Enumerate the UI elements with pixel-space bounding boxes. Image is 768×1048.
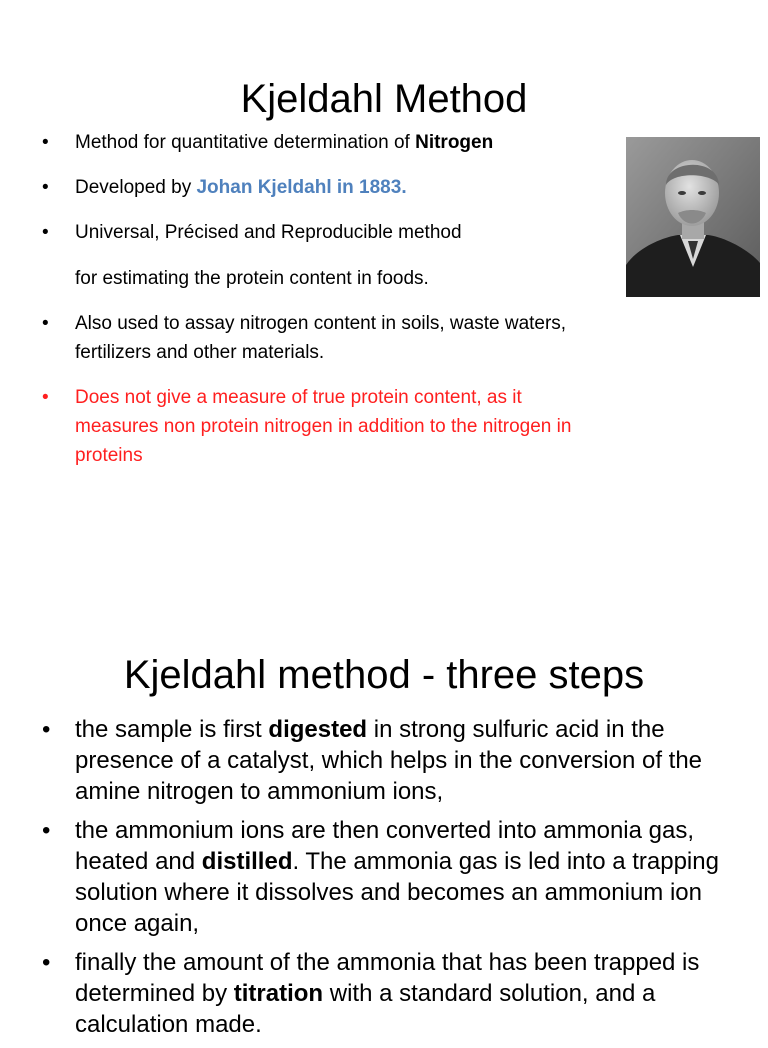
step-item xyxy=(42,815,732,939)
bullet-text: proteins xyxy=(75,445,143,466)
bullet-text: Developed by xyxy=(75,177,197,198)
bullet-bold-text: Nitrogen xyxy=(415,132,494,153)
bullet-item xyxy=(42,218,622,247)
bullet-item xyxy=(42,128,622,157)
bullet-item-warning xyxy=(42,383,622,470)
bullet-continuation xyxy=(42,264,622,293)
bullet-item xyxy=(42,309,622,367)
bullet-text: Method for quantitative determination of xyxy=(75,132,416,153)
step-bold-text: distilled xyxy=(201,848,293,875)
bullet-text: Universal, Précised and Reproducible method xyxy=(75,222,462,243)
step-text: finally the amount of the ammonia that has been trapped is determined by xyxy=(75,949,700,1007)
bullet-icon: • xyxy=(42,132,49,153)
bullet-text: Does not give a measure of true protein content, as it xyxy=(75,387,522,408)
bullet-text: fertilizers and other materials. xyxy=(75,342,325,363)
bullet-list xyxy=(42,128,622,470)
bullet-icon: • xyxy=(42,387,49,408)
bullet-icon: • xyxy=(42,716,51,743)
portrait-icon xyxy=(626,137,760,297)
bullet-icon: • xyxy=(42,177,49,198)
bullet-text: measures non protein nitrogen in addition to the nitrogen in xyxy=(75,416,572,437)
step-item xyxy=(42,947,732,1040)
bullet-text: Also used to assay nitrogen content in soils, waste waters, xyxy=(75,313,567,334)
slide-title: Kjeldahl method - three steps xyxy=(123,652,645,697)
step-text: with a standard solution, and a calculation made. xyxy=(75,980,656,1038)
step-text: the sample is first xyxy=(75,716,269,743)
bullet-item xyxy=(42,173,622,202)
step-text: . The ammonia gas is led into a trapping solution where it dissolves and becomes an ammonium ion once again, xyxy=(75,848,719,937)
step-text: in strong sulfuric acid in the presence of a catalyst, which helps in the conversion of the amine nitrogen to ammonium ions, xyxy=(75,716,703,805)
bullet-text: for estimating the protein content in foods. xyxy=(75,268,429,289)
step-bold-text: digested xyxy=(268,716,368,743)
bullet-highlight-text: Johan Kjeldahl in 1883. xyxy=(196,177,407,198)
bullet-icon: • xyxy=(42,949,51,976)
step-item xyxy=(42,714,732,807)
bullet-list xyxy=(42,714,732,1048)
portrait-photo xyxy=(626,137,760,297)
step-text: the ammonium ions are then converted into ammonia gas, heated and xyxy=(75,817,694,875)
slide-title: Kjeldahl Method xyxy=(240,76,528,121)
bullet-icon: • xyxy=(42,222,49,243)
slide-three-steps xyxy=(0,600,768,1038)
bullet-icon: • xyxy=(42,313,49,334)
step-bold-text: titration xyxy=(233,980,324,1007)
bullet-icon: • xyxy=(42,817,51,844)
